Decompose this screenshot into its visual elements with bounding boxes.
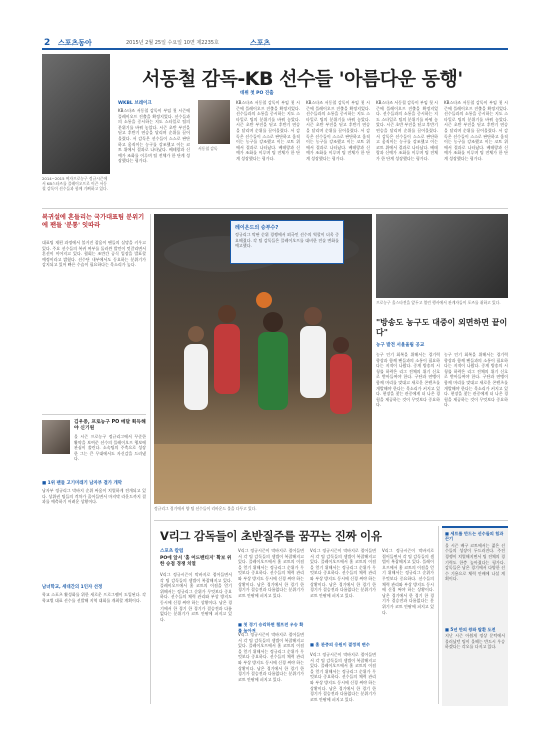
side-story-photo bbox=[376, 214, 508, 298]
right-body: 올 시즌 배구 코트에서는 젊은 선수들의 성장이 두드러진다. 주전 경쟁이 치열해지면서 팀 전체의 경기력도 한층 높아졌다는 평가다. 감독들은 남은 경기에서 다양한 선수 기용으로 체력 안배에 나설 계획이다. bbox=[445, 542, 505, 582]
section-label: 스포츠 bbox=[250, 39, 271, 47]
side-story-headline: "방송도 농구도 대중이 외면하면 끝이다" bbox=[376, 318, 508, 337]
left-story-body: 대표팀 재편 과정에서 불거진 잡음이 팬들의 실망을 키우고 있다. 주요 선수들의 복귀 여부를 둘러싼 발언이 엇갈리면서 혼선이 이어지고 있다. 협회는 조만간 공식 입장을 발표할 예정이라고 밝혔다. 선수단 내부에서도 동요하는 분위기가 감지되고 있어 빠른 수습이 필요하다는 목소리가 높다. bbox=[42, 240, 146, 268]
top-story-col4: KB스타즈 서동철 감독이 부임 첫 시즌에 플레이오프 진출을 확정지었다. 선수들과의 소통을 중시하는 지도 스타일로 팀의 분위기를 바꿔 놓았다. 시즌 초반 부진을 딛고 후반기 연승을 달리며 순위를 끌어올렸다. 서 감독은 선수들이 스스로 판단하고 움직이는 농구를 강조했고 이는 코트 위에서 결과로 나타났다. 베테랑과 신예가 조화를 이루며 팀 전체가 한 단계 성장했다는 평가다. bbox=[376, 100, 438, 161]
bottom-col2b: V리그 정규시즌이 막바지로 접어들면서 각 팀 감독들의 셈법이 복잡해지고 있다. 플레이오프에서 홈 코트의 이점을 얻기 위해서는 정규리그 순위가 무엇보다 중요하다. 선수들의 체력 관리와 부상 방지도 동시에 신경 써야 하는 상황이다. 남은 경기에서 한 경기 한 경기가 결승전과 다름없다는 분위기가 코트 안팎에 퍼지고 있다. bbox=[238, 632, 304, 682]
main-photo-caption: 정규리그 경기에서 양 팀 선수들이 리바운드 볼을 다투고 있다. bbox=[154, 506, 257, 511]
bottom-sub: PO에 앞서 '홈 어드밴티지' 확보 위한 승점 경쟁 치열 bbox=[160, 556, 232, 567]
left-box-body-2: 학교 스포츠 활성화를 위한 새로운 프로그램이 도입된다. 각 학교별 대표 선수를 선발해 지역 대회를 개최할 계획이다. bbox=[42, 592, 146, 603]
top-story-col2: KB스타즈 서동철 감독이 부임 첫 시즌에 플레이오프 진출을 확정지었다. 선수들과의 소통을 중시하는 지도 스타일로 팀의 분위기를 바꿔 놓았다. 시즌 초반 부진을 딛고 후반기 연승을 달리며 순위를 끌어올렸다. 서 감독은 선수들이 스스로 판단하고 움직이는 농구를 강조했고 이는 코트 위에서 결과로 나타났다. 베테랑과 신예가 조화를 이루며 팀 전체가 한 단계 성장했다는 평가다. bbox=[236, 100, 300, 161]
top-story-col5: KB스타즈 서동철 감독이 부임 첫 시즌에 플레이오프 진출을 확정지었다. 선수들과의 소통을 중시하는 지도 스타일로 팀의 분위기를 바꿔 놓았다. 시즌 초반 부진을 딛고 후반기 연승을 달리며 순위를 끌어올렸다. 서 감독은 선수들이 스스로 판단하고 움직이는 농구를 강조했고 이는 코트 위에서 결과로 나타났다. 베테랑과 신예가 조화를 이루며 팀 전체가 한 단계 성장했다는 평가다. bbox=[444, 100, 508, 161]
left-box-heading: ■ 1위 팬들 고기미래기 남자부 결가 개막 bbox=[42, 481, 122, 486]
feature-box bbox=[230, 220, 344, 264]
side-story-col1: 농구 인기 회복을 위해서는 경기력 향상과 함께 팬들과의 소통이 필요하다는 지적이 나왔다. 중계 방송의 시청률 하락은 리그 전체의 위기 신호로 받아들여야 한다. 구단과 연맹이 함께 머리를 맞대고 새로운 콘텐츠를 개발해야 한다는 목소리가 커지고 있다. 현장을 찾는 관중에게 더 나은 경험을 제공하는 것이 무엇보다 중요하다. bbox=[376, 352, 440, 408]
feature-box-body: 정규리그 막판 순위 경쟁에서 외국인 선수의 역할이 더욱 중요해졌다. 각 팀 감독들은 플레이오프를 대비한 전술 변화를 예고했다. bbox=[235, 232, 339, 249]
right-body-2: 지난 시즌 아쉽게 정상 문턱에서 물러났던 팀이 올해는 반드시 우승하겠다는 각오를 다지고 있다. bbox=[445, 633, 505, 650]
newspaper-brand: 스포츠동아 bbox=[58, 39, 92, 47]
header-rule bbox=[42, 48, 508, 50]
left-headline: 복귀설에 흔들리는 국가대표팀 분위기에 팬들 '분통' 잇따라 bbox=[42, 214, 145, 229]
column-divider-right bbox=[438, 526, 439, 704]
right-heading: ■ 세트를 만드는 선수들의 힘과 끈기 bbox=[445, 531, 504, 542]
top-story-col1: KB스타즈 서동철 감독이 부임 첫 시즌에 플레이오프 진출을 확정지었다. 선수들과의 소통을 중시하는 지도 스타일로 팀의 분위기를 바꿔 놓았다. 시즌 초반 부진을 딛고 후반기 연승을 달리며 순위를 끌어올렸다. 서 감독은 선수들이 스스로 판단하고 움직이는 농구를 강조했고 이는 코트 위에서 결과로 나타났다. 베테랑과 신예가 조화를 이루며 팀 전체가 한 단계 성장했다는 평가다. bbox=[118, 108, 190, 164]
feature-box-heading: 레이온드의 승부수? bbox=[235, 225, 279, 231]
bottom-col1: V리그 정규시즌이 막바지로 접어들면서 각 팀 감독들의 셈법이 복잡해지고 있다. 플레이오프에서 홈 코트의 이점을 얻기 위해서는 정규리그 순위가 무엇보다 중요하다. 선수들의 체력 관리와 부상 방지도 동시에 신경 써야 하는 상황이다. 남은 경기에서 한 경기 한 경기가 결승전과 다름없다는 분위기가 코트 안팎에 퍼지고 있다. bbox=[160, 572, 232, 622]
left-profile-photo bbox=[42, 420, 70, 454]
bottom-sub2: ■ 홈 관중의 응원이 결정적 변수 bbox=[310, 642, 370, 647]
left-profile-headline: 김우중, 프로농구 PO 메달 획득해야 신기원 bbox=[74, 420, 146, 431]
left-box-heading-2: 남녀학교, 세대간의 1인자 선정 bbox=[42, 585, 103, 590]
divider-left bbox=[42, 414, 146, 415]
top-story-col3: KB스타즈 서동철 감독이 부임 첫 시즌에 플레이오프 진출을 확정지었다. 선수들과의 소통을 중시하는 지도 스타일로 팀의 분위기를 바꿔 놓았다. 시즌 초반 부진을 딛고 후반기 연승을 달리며 순위를 끌어올렸다. 서 감독은 선수들이 스스로 판단하고 움직이는 농구를 강조했고 이는 코트 위에서 결과로 나타났다. 베테랑과 신예가 조화를 이루며 팀 전체가 한 단계 성장했다는 평가다. bbox=[306, 100, 370, 161]
top-subhead: 데뷔 첫 PO 진출 bbox=[240, 91, 274, 96]
top-kicker: WKBL 브레이크 bbox=[118, 101, 152, 106]
bottom-col4: V리그 정규시즌이 막바지로 접어들면서 각 팀 감독들의 셈법이 복잡해지고 있다. 플레이오프에서 홈 코트의 이점을 얻기 위해서는 정규리그 순위가 무엇보다 중요하다. 선수들의 체력 관리와 부상 방지도 동시에 신경 써야 하는 상황이다. 남은 경기에서 한 경기 한 경기가 결승전과 다름없다는 분위기가 코트 안팎에 퍼지고 있다. bbox=[382, 548, 434, 615]
side-story-kicker: 농구 발전 서울올림 공교 bbox=[376, 343, 425, 348]
bottom-col2: V리그 정규시즌이 막바지로 접어들면서 각 팀 감독들의 셈법이 복잡해지고 있다. 플레이오프에서 홈 코트의 이점을 얻기 위해서는 정규리그 순위가 무엇보다 중요하다. 선수들의 체력 관리와 부상 방지도 동시에 신경 써야 하는 상황이다. 남은 경기에서 한 경기 한 경기가 결승전과 다름없다는 분위기가 코트 안팎에 퍼지고 있다. bbox=[238, 548, 304, 598]
bottom-col3b: V리그 정규시즌이 막바지로 접어들면서 각 팀 감독들의 셈법이 복잡해지고 있다. 플레이오프에서 홈 코트의 이점을 얻기 위해서는 정규리그 순위가 무엇보다 중요하다. 선수들의 체력 관리와 부상 방지도 동시에 신경 써야 하는 상황이다. 남은 경기에서 한 경기 한 경기가 결승전과 다름없다는 분위기가 코트 안팎에 퍼지고 있다. bbox=[310, 652, 376, 702]
divider-bottom bbox=[154, 520, 508, 521]
divider-top bbox=[42, 208, 508, 209]
coach-inset-caption: 서동철 감독 bbox=[198, 146, 218, 151]
bottom-col3: V리그 정규시즌이 막바지로 접어들면서 각 팀 감독들의 셈법이 복잡해지고 있다. 플레이오프에서 홈 코트의 이점을 얻기 위해서는 정규리그 순위가 무엇보다 중요하다. 선수들의 체력 관리와 부상 방지도 동시에 신경 써야 하는 상황이다. 남은 경기에서 한 경기 한 경기가 결승전과 다름없다는 분위기가 코트 안팎에 퍼지고 있다. bbox=[310, 548, 376, 598]
right-heading-2: ■ 5년 만의 왕좌 탈환 도전 bbox=[445, 626, 496, 632]
right-column-box bbox=[442, 526, 508, 706]
bottom-sub1: ■ 첫 경기 승리하면 챔프전 우승 확률 높아져 bbox=[238, 622, 304, 633]
side-story-photo-caption: 프로농구 올스타전을 앞두고 열린 행사에서 관계자들이 포즈를 취하고 있다. bbox=[376, 300, 501, 305]
column-divider-left bbox=[150, 214, 151, 704]
left-profile-body: 올 시즌 프로농구 정규리그에서 꾸준한 활약을 보여준 선수의 플레이오프 행보에 관심이 쏠린다. 소속팀의 주축으로 성장한 그는 큰 무대에서도 자신감을 드러냈다. bbox=[74, 434, 146, 462]
side-story-col2: 농구 인기 회복을 위해서는 경기력 향상과 함께 팬들과의 소통이 필요하다는 지적이 나왔다. 중계 방송의 시청률 하락은 리그 전체의 위기 신호로 받아들여야 한다. 구단과 연맹이 함께 머리를 맞대고 새로운 콘텐츠를 개발해야 한다는 목소리가 커지고 있다. 현장을 찾는 관중에게 더 나은 경험을 제공하는 것이 무엇보다 중요하다. bbox=[444, 352, 508, 408]
coach-inset-photo bbox=[198, 100, 230, 144]
left-box-body: 남자부 정규리그 막바지 순위 싸움이 치열하게 전개되고 있다. 상위권 팀들의 격차가 줄어들면서 마지막 라운드까지 결과를 예측하기 어려운 상황이다. bbox=[42, 488, 146, 505]
page-number: 2 bbox=[44, 38, 51, 48]
top-left-photo bbox=[42, 54, 110, 174]
top-headline: 서동철 감독-KB 선수들 '아름다운 동행' bbox=[142, 68, 463, 90]
issue-info: 2015년 2월 25일 수요일 10면 제2235호 bbox=[126, 40, 219, 46]
bottom-kicker: 스포츠 칼럼 bbox=[160, 549, 184, 554]
bottom-headline: V리그 감독들이 초반질주를 꿈꾸는 진짜 이유 bbox=[160, 529, 382, 543]
top-left-photo-caption: 2014∼2015 여자프로농구 정규시즌에서 KB스타즈를 플레이오프로 이끈 서동철 감독이 선수들과 함께 기뻐하고 있다. bbox=[42, 176, 108, 191]
